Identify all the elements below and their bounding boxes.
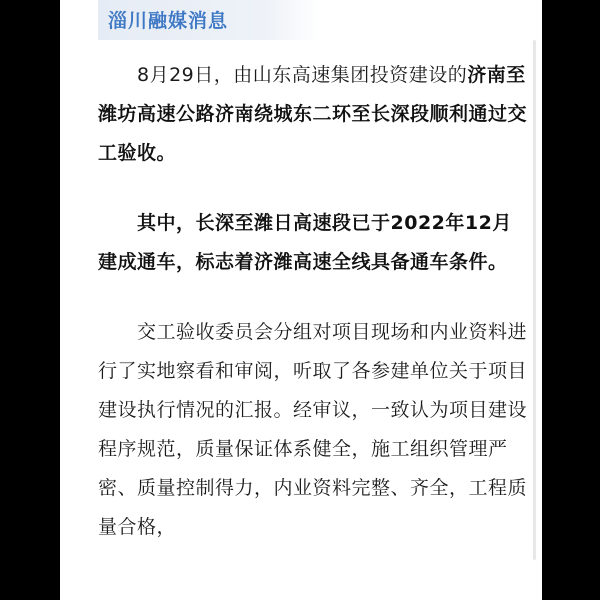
paragraph-2-emphasis: 其中，长深至潍日高速段已于2022年12月建成通车，标志着济潍高速全线具备通车条件。 [98, 212, 512, 273]
paragraph-1-lead: 8月29日，由山东高速集团投资建设的 [137, 64, 468, 86]
article-page [60, 0, 542, 600]
article-body [98, 56, 528, 547]
source-banner [98, 0, 322, 40]
paragraph-3 [98, 313, 528, 547]
paragraph-1 [98, 56, 528, 173]
paragraph-2 [98, 204, 528, 282]
paragraph-1-emphasis: 济南至潍坊高速公路济南绕城东二环至长深段顺利通过交工验收。 [98, 64, 528, 164]
source-label: 淄川融媒消息 [108, 10, 229, 32]
scrollbar[interactable] [533, 40, 536, 560]
paragraph-3-text: 交工验收委员会分组对项目现场和内业资料进行了实地察看和审阅，听取了各参建单位关于项目建设执行情况的汇报。经审议，一致认为项目建设程序规范，质量保证体系健全，施工组织管理严密、质量控制得力，内业资料完整、齐全，工程质量合格， [98, 321, 528, 538]
